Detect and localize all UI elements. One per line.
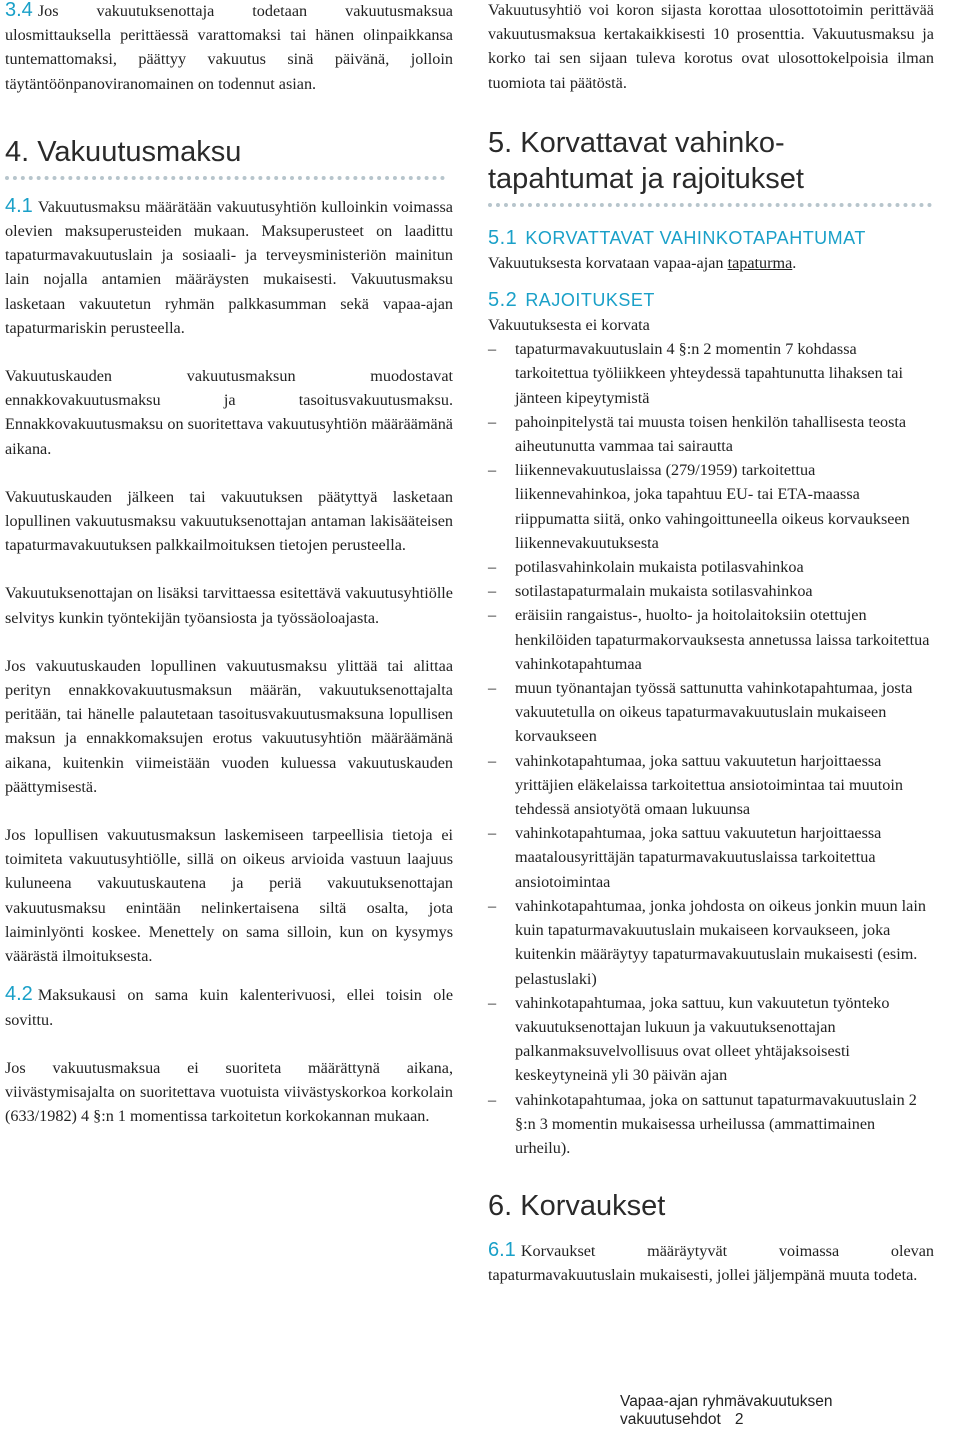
section-4-2 xyxy=(5,982,453,1031)
subheading-title: KORVATTAVAT VAHINKOTAPAHTUMAT xyxy=(525,227,866,248)
footer-title: Vapaa-ajan ryhmävakuutuksen vakuutusehdot xyxy=(620,1393,833,1428)
right-column xyxy=(488,0,934,1288)
list-item: – vahinkotapahtumaa, joka sattuu vakuutetun harjoittaessa yrittäjien eläkelaissa tarkoitettua ansiotoimintaa tai muutoin tehdessä ansiotyötä omaan lukuunsa xyxy=(488,749,934,822)
subheading-5-2 xyxy=(488,287,934,313)
section-number: 5.2 xyxy=(488,289,518,312)
page-footer xyxy=(620,1393,960,1429)
section-number: 4.1 xyxy=(5,194,33,217)
heading-5-korvattavat xyxy=(488,125,934,197)
section-text: Jos vakuutuksenottaja todetaan vakuutusmaksua ulosmittauksella perittäessä varattomaksi tai hänen olinpaikkansa tuntemattomaksi, päättyy vakuutus sinä päivänä, jolloin täytäntöönpanoviranomainen on todennut asian. xyxy=(5,2,453,93)
paragraph: Jos vakuutuskauden lopullinen vakuutusmaksu ylittää tai alittaa perityn ennakkovakuutusmaksun määrän, vakuutuksenottajalta peritään, tai hänelle palautetaan tasoitusvakuutusmaksuna lopullisen maksun ja ennakkomaksujen erotus vakuutusyhtiön määräämänä aikana, kuitenkin viimeistään vuoden kuluessa vakuutuskauden päättymisestä. xyxy=(5,656,453,796)
subheading-title: RAJOITUKSET xyxy=(525,290,655,311)
paragraph: Jos vakuutusmaksua ei suoriteta määrättynä aikana, viivästymisajalta on suoritettava vuotuista viivästyskorkoa korkolain (633/1982) 4 §:n 1 momentissa tarkoitetun korkokannan mukaan. xyxy=(5,1058,453,1126)
list-item: – vahinkotapahtumaa, joka sattuu vakuutetun harjoittaessa maatalousyrittäjän tapaturmavakuutuslaissa tarkoitettua ansiotoimintaa xyxy=(488,821,934,894)
subheading-5-1 xyxy=(488,225,934,251)
list-item: – pahoinpitelystä tai muusta toisen henkilön tahallisesta teosta aiheutunutta vammaa tai sairautta xyxy=(488,410,934,458)
section-number: 6.1 xyxy=(488,1239,516,1262)
heading-line: tapahtumat ja rajoitukset xyxy=(488,162,804,195)
paragraph: Vakuutusyhtiö voi koron sijasta korottaa ulosottotoimin perittävää vakuutusmaksua kertakaikkisesti 10 prosenttia. Vakuutusmaksu ja korko tai sen sijaan tuleva korotus ovat ulosottokelpoisia ilman tuomiota tai päätöstä. xyxy=(488,1,934,92)
text: . xyxy=(792,253,797,272)
list-item: – tapaturmavakuutuslain 4 §:n 2 momentin 7 kohdassa tarkoitettua työliikkeen yhteydessä tapahtunutta lihaksen tai jänteen kipeytymistä xyxy=(488,337,934,410)
heading-line: 5. Korvattavat vahinko- xyxy=(488,126,785,159)
paragraph: Vakuutuskauden jälkeen tai vakuutuksen päätyttyä lasketaan lopullinen vakuutusmaksu vakuutuksenottajan antaman lakisääteisen tapaturmavakuutuksen palkkailmoituksen tietojen perusteella. xyxy=(5,487,453,555)
section-5-1-text xyxy=(488,251,934,275)
text: Vakuutuksesta korvataan vapaa-ajan xyxy=(488,253,724,272)
paragraph: Vakuutuskauden vakuutusmaksun muodostavat ennakkovakuutusmaksu ja tasoitusvakuutusmaksu. Ennakkovakuutusmaksu on suoritettava vakuutusyhtiön määräämänä aikana. xyxy=(5,367,453,458)
list-item: – liikennevakuutuslaissa (279/1959) tarkoitettua liikennevahinkoa, joka tapahtuu EU- tai ETA-maassa riippumatta siitä, onko vahingoittuneella oikeus korvaukseen liikennevakuutuksesta xyxy=(488,458,934,555)
section-text: Vakuutusmaksu määrätään vakuutusyhtiön kulloinkin voimassa olevien maksuperusteiden mukaan. Maksuperusteet on laadittu tapaturmavakuutuslain ja sosiaali- ja terveysministeriön mainitun lain nojalla antamien määräysten mukaisesti. Vakuutusmaksu lasketaan vakuutetun ryhmän palkkasumman sekä vapaa-ajan tapaturmariskin perusteella. xyxy=(5,197,453,337)
list-item: – sotilastapaturmalain mukaista sotilasvahinkoa xyxy=(488,579,934,603)
section-number: 4.2 xyxy=(5,983,33,1006)
left-column xyxy=(5,0,453,1128)
section-number: 5.1 xyxy=(488,226,518,249)
list-item: – muun työnantajan työssä sattunutta vahinkotapahtumaa, josta vakuutetulla on oikeus tapaturmavakuutuslain mukaiseen korvaukseen xyxy=(488,676,934,749)
tapaturma-link[interactable]: tapaturma xyxy=(727,253,793,272)
section-6-1 xyxy=(488,1238,934,1287)
heading-6-korvaukset: 6. Korvaukset xyxy=(488,1190,666,1223)
section-text: Maksukausi on sama kuin kalenterivuosi, ellei toisin ole sovittu. xyxy=(5,986,453,1029)
heading-4-vakuutusmaksu: 4. Vakuutusmaksu xyxy=(5,135,242,168)
list-item: – vahinkotapahtumaa, joka sattuu, kun vakuutetun työnteko vakuutuksenottajan lukuun ja vakuutuksenottajan palkanmaksuvelvollisuus ovat olleet yhtäjaksoisesti keskeytyneinä yli 30 päivän ajan xyxy=(488,991,934,1088)
page-number: 2 xyxy=(734,1411,744,1428)
list-item: – vahinkotapahtumaa, joka on sattunut tapaturmavakuutuslain 2 §:n 3 momentin mukaisessa urheilussa (ammattimainen urheilu). xyxy=(488,1088,934,1161)
list-item: – potilasvahinkolain mukaista potilasvahinkoa xyxy=(488,555,934,579)
section-number: 3.4 xyxy=(5,0,33,21)
paragraph: Jos lopullisen vakuutusmaksun laskemiseen tarpeellisia tietoja ei toimiteta vakuutusyhtiölle, sillä on oikeus arvioida vastuun laajuus kuluneena vakuutuskautena ja periä vakuutuksenottajan vakuutusmaksu enintään nelinkertaisena siltä osalta, jota laiminlyönti koskee. Menettely on sama silloin, kun on kysymys väärästä ilmoituksesta. xyxy=(5,826,453,966)
section-text: Korvaukset määräytyvät voimassa olevan tapaturmavakuutuslain mukaisesti, jollei jäljempänä muuta todeta. xyxy=(488,1242,934,1285)
section-4-1 xyxy=(5,194,453,340)
section-3-4 xyxy=(5,0,453,96)
list-item: – vahinkotapahtumaa, jonka johdosta on oikeus jonkin muun lain kuin tapaturmavakuutuslain mukaiseen korvaukseen, joka kuitenkin määräytyy tapaturmavakuutuslain mukaisesti (esim. pelastuslaki) xyxy=(488,894,934,991)
paragraph: Vakuutuksenottajan on lisäksi tarvittaessa esitettävä vakuutusyhtiölle selvitys kunkin työntekijän työansiosta ja työssäoloajasta. xyxy=(5,584,453,627)
list-item: – eräisiin rangaistus-, huolto- ja hoitolaitoksiin otettujen henkilöiden tapaturmakorvauksesta annetussa laissa tarkoitettua vahinkotapahtumaa xyxy=(488,603,934,676)
list-intro: Vakuutuksesta ei korvata xyxy=(488,316,650,335)
exclusions-list xyxy=(488,337,934,1160)
